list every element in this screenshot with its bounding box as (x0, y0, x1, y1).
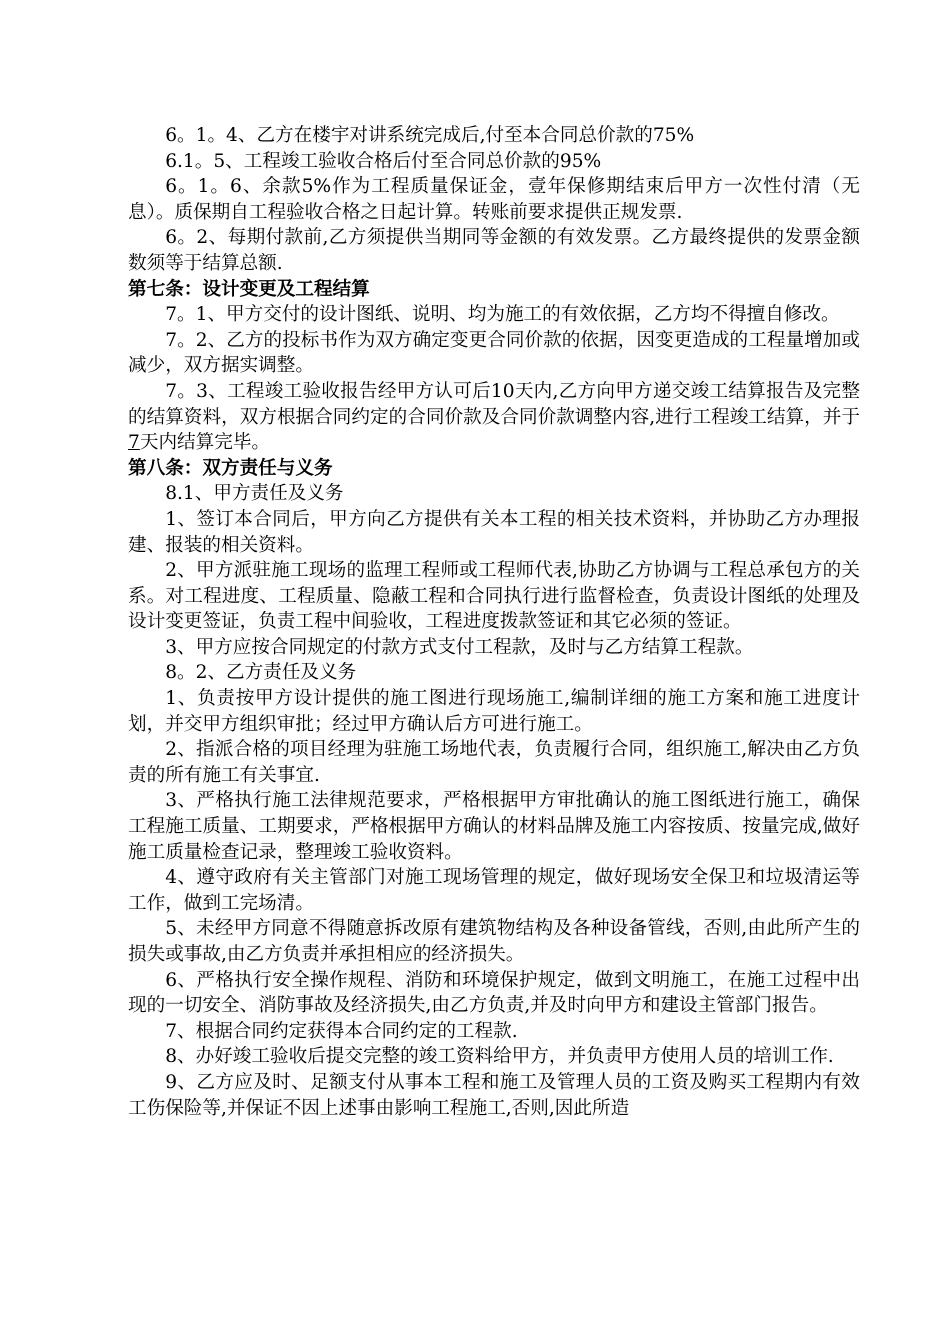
article-7-heading: 第七条：设计变更及工程结算 (128, 278, 370, 300)
clause-6-1-5: 6.1。5、工程竣工验收合格后付至合同总价款的95% (165, 150, 602, 172)
clause-7-3-days: 7 (128, 432, 140, 454)
party-b-duty-1: 1、负责按甲方设计提供的施工图进行现场施工,编制详细的施工方案和施工进度计划，并交甲方组织审批；经过甲方确认后方可进行施工。 (128, 688, 860, 735)
article-8-heading: 第八条：双方责任与义务 (128, 457, 333, 479)
clause-7-3-text-b: 天内结算完毕。 (139, 432, 271, 454)
party-b-duty-7: 7、根据合同约定获得本合同约定的工程款. (165, 1020, 518, 1042)
party-b-duty-6: 6、严格执行安全操作规程、消防和环境保护规定，做到文明施工，在施工过程中出现的一切安全、消防事故及经济损失,由乙方负责,并及时向甲方和建设主管部门报告。 (128, 969, 860, 1017)
party-b-duty-8: 8、办好竣工验收后提交完整的竣工资料给甲方，并负责甲方使用人员的培训工作. (165, 1046, 834, 1068)
clause-6-2: 6。2、每期付款前,乙方须提供当期同等金额的有效发票。乙方最终提供的发票金额数须等于结算总额. (128, 227, 860, 274)
party-a-duty-3: 3、甲方应按合同规定的付款方式支付工程款，及时与乙方结算工程款。 (165, 636, 754, 658)
clause-7-2: 7。2、乙方的投标书作为双方确定变更合同价款的依据，因变更造成的工程量增加或减少，双方据实调整。 (128, 329, 860, 377)
contract-page (128, 123, 860, 1121)
section-8-1-title: 8.1、甲方责任及义务 (165, 483, 344, 505)
party-b-duty-3: 3、严格执行施工法律规范要求，严格根据甲方审批确认的施工图纸进行施工，确保工程施工质量、工期要求，严格根据甲方确认的材料品牌及施工内容按质、按量完成,做好施工质量检查记录，整理竣工验收资料。 (128, 790, 860, 863)
clause-7-3-text-a: 7。3、工程竣工验收报告经甲方认可后10天内,乙方向甲方递交竣工结算报告及完整的结算资料，双方根据合同约定的合同价款及合同价款调整内容,进行工程竣工结算，并于 (128, 380, 860, 428)
party-b-duty-5: 5、未经甲方同意不得随意拆改原有建筑物结构及各种设备管线，否则,由此所产生的损失或事故,由乙方负责并承担相应的经济损失。 (128, 918, 860, 965)
section-8-2-title: 8。2、乙方责任及义务 (165, 662, 357, 684)
clause-7-3 (128, 379, 860, 456)
clause-6-1-6: 6。1。6、余款5%作为工程质量保证金，壹年保修期结束后甲方一次性付清（无息）。质保期自工程验收合格之日起计算。转账前要求提供正规发票. (128, 176, 860, 223)
party-a-duty-2: 2、甲方派驻施工现场的监理工程师或工程师代表,协助乙方协调与工程总承包方的关系。对工程进度、工程质量、隐蔽工程和合同执行进行监督检查，负责设计图纸的处理及设计变更签证，负责工程中间验收，工程进度拨款签证和其它必须的签证。 (128, 560, 860, 633)
party-b-duty-9: 9、乙方应及时、足额支付从事本工程和施工及管理人员的工资及购买工程期内有效工伤保险等,并保证不因上述事由影响工程施工,否则,因此所造 (128, 1071, 860, 1119)
party-b-duty-2: 2、指派合格的项目经理为驻施工场地代表，负责履行合同，组织施工,解决由乙方负责的所有施工有关事宜. (128, 739, 860, 786)
party-b-duty-4: 4、遵守政府有关主管部门对施工现场管理的规定，做好现场安全保卫和垃圾清运等工作，做到工完场清。 (128, 867, 860, 914)
clause-6-1-4: 6。1。4、乙方在楼宇对讲系统完成后,付至本合同总价款的75% (165, 125, 695, 146)
clause-7-1: 7。1、甲方交付的设计图纸、说明、均为施工的有效依据，乙方均不得擅自修改。 (165, 304, 840, 326)
party-a-duty-1: 1、签订本合同后，甲方向乙方提供有关本工程的相关技术资料，并协助乙方办理报建、报装的相关资料。 (128, 508, 860, 556)
